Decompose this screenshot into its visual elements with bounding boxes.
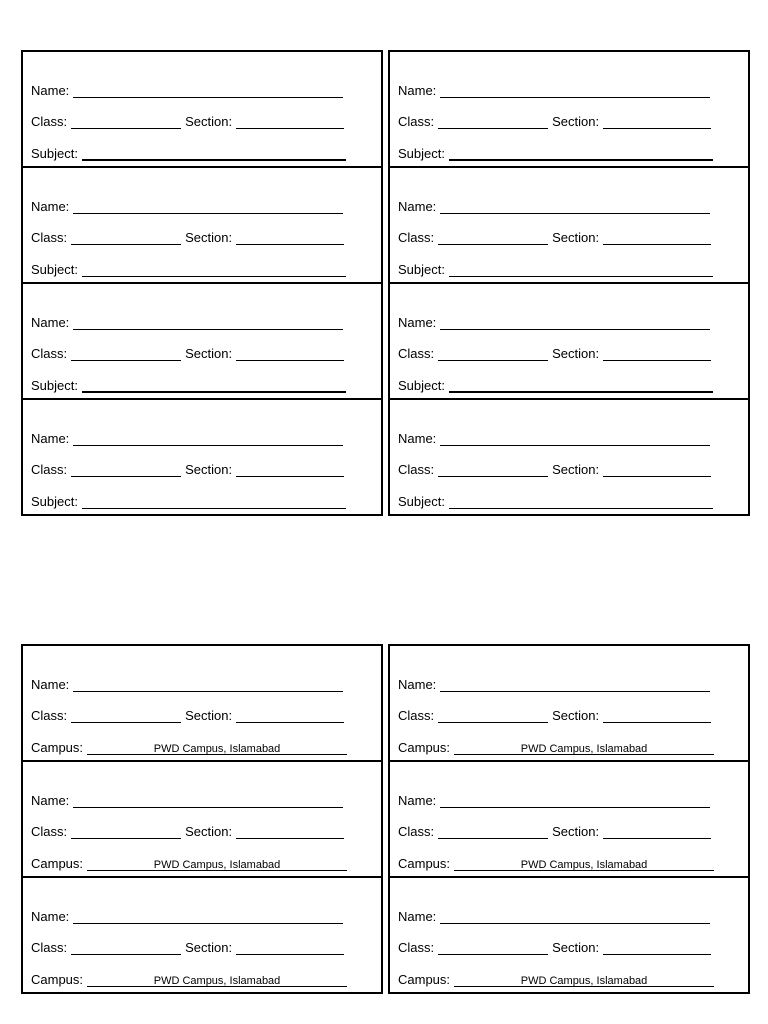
- name-row: [31, 666, 381, 698]
- section-field-line[interactable]: [236, 822, 344, 839]
- subject-label: Subject:: [31, 493, 78, 509]
- name-field-line[interactable]: [73, 675, 343, 692]
- class-section-row: [31, 452, 381, 484]
- class-label: Class:: [31, 230, 68, 245]
- label-sheet-subject: [21, 50, 750, 516]
- campus-field-line[interactable]: [87, 738, 347, 755]
- subject-row: [31, 483, 381, 515]
- class-field-line[interactable]: [438, 822, 548, 839]
- section-label: Section:: [185, 708, 233, 723]
- class-section-row: [398, 104, 748, 136]
- name-label: Name:: [31, 430, 70, 446]
- campus-field-line[interactable]: [87, 854, 347, 871]
- campus-row: [398, 961, 748, 993]
- section-label: Section:: [185, 462, 233, 477]
- class-section-row: [31, 336, 381, 368]
- name-field-line[interactable]: [73, 81, 343, 98]
- name-field-line[interactable]: [440, 675, 710, 692]
- class-field-line[interactable]: [438, 460, 548, 477]
- name-row: [398, 188, 748, 220]
- class-section-row: [31, 104, 381, 136]
- class-field-line[interactable]: [438, 706, 548, 723]
- label-card: [21, 644, 383, 762]
- section-field-line[interactable]: [236, 112, 344, 129]
- section-label: Section:: [185, 230, 233, 245]
- section-field-line[interactable]: [236, 344, 344, 361]
- campus-value: PWD Campus, Islamabad: [520, 742, 648, 755]
- class-label: Class:: [398, 708, 435, 723]
- subject-row: [31, 251, 381, 283]
- class-label: Class:: [398, 346, 435, 361]
- name-field-line[interactable]: [440, 313, 710, 330]
- class-label: Class:: [31, 940, 68, 955]
- campus-field-line[interactable]: [87, 970, 347, 987]
- section-label: Section:: [185, 940, 233, 955]
- name-field-line[interactable]: [440, 197, 710, 214]
- subject-field-line[interactable]: [449, 260, 713, 277]
- campus-value: PWD Campus, Islamabad: [520, 974, 648, 987]
- name-label: Name:: [398, 792, 437, 808]
- campus-label: Campus:: [31, 855, 84, 871]
- subject-row: [31, 367, 381, 399]
- class-section-row: [398, 814, 748, 846]
- name-label: Name:: [398, 908, 437, 924]
- name-row: [398, 72, 748, 104]
- name-row: [31, 898, 381, 930]
- name-field-line[interactable]: [73, 429, 343, 446]
- name-label: Name:: [398, 430, 437, 446]
- class-field-line[interactable]: [71, 112, 181, 129]
- subject-label: Subject:: [398, 261, 445, 277]
- label-card: [388, 398, 750, 516]
- name-row: [31, 304, 381, 336]
- name-row: [398, 304, 748, 336]
- label-card: [388, 282, 750, 400]
- subject-label: Subject:: [31, 377, 78, 393]
- class-field-line[interactable]: [438, 228, 548, 245]
- section-label: Section:: [552, 230, 600, 245]
- campus-row: [398, 845, 748, 877]
- section-field-line[interactable]: [236, 460, 344, 477]
- name-field-line[interactable]: [440, 907, 710, 924]
- name-label: Name:: [398, 82, 437, 98]
- label-card: [388, 50, 750, 168]
- section-field-line[interactable]: [236, 228, 344, 245]
- class-field-line[interactable]: [71, 822, 181, 839]
- name-row: [31, 420, 381, 452]
- name-label: Name:: [31, 792, 70, 808]
- campus-row: [398, 729, 748, 761]
- name-row: [398, 666, 748, 698]
- class-label: Class:: [398, 114, 435, 129]
- subject-row: [398, 135, 748, 167]
- class-field-line[interactable]: [71, 938, 181, 955]
- campus-row: [31, 961, 381, 993]
- name-label: Name:: [31, 198, 70, 214]
- subject-field-line[interactable]: [82, 492, 346, 509]
- subject-field-line[interactable]: [449, 492, 713, 509]
- class-field-line[interactable]: [71, 706, 181, 723]
- label-card: [21, 282, 383, 400]
- label-card: [21, 50, 383, 168]
- class-label: Class:: [31, 346, 68, 361]
- campus-label: Campus:: [31, 739, 84, 755]
- subject-label: Subject:: [31, 145, 78, 161]
- name-label: Name:: [31, 314, 70, 330]
- section-field-line[interactable]: [603, 938, 711, 955]
- campus-label: Campus:: [31, 971, 84, 987]
- section-field-line[interactable]: [603, 460, 711, 477]
- class-field-line[interactable]: [71, 460, 181, 477]
- class-section-row: [398, 930, 748, 962]
- class-section-row: [31, 698, 381, 730]
- section-label: Section:: [552, 708, 600, 723]
- name-label: Name:: [31, 82, 70, 98]
- name-field-line[interactable]: [440, 791, 710, 808]
- class-label: Class:: [31, 462, 68, 477]
- campus-field-line[interactable]: [454, 854, 714, 871]
- class-label: Class:: [31, 824, 68, 839]
- name-row: [31, 782, 381, 814]
- campus-field-line[interactable]: [454, 970, 714, 987]
- label-card: [388, 876, 750, 994]
- name-field-line[interactable]: [73, 313, 343, 330]
- class-label: Class:: [398, 462, 435, 477]
- class-label: Class:: [398, 824, 435, 839]
- class-section-row: [31, 220, 381, 252]
- label-grid: [21, 644, 750, 994]
- label-card: [388, 166, 750, 284]
- class-section-row: [398, 220, 748, 252]
- subject-row: [398, 251, 748, 283]
- class-label: Class:: [31, 708, 68, 723]
- section-label: Section:: [552, 346, 600, 361]
- subject-field-line[interactable]: [82, 260, 346, 277]
- name-field-line[interactable]: [73, 791, 343, 808]
- subject-label: Subject:: [398, 145, 445, 161]
- section-field-line[interactable]: [603, 822, 711, 839]
- campus-label: Campus:: [398, 971, 451, 987]
- name-field-line[interactable]: [440, 429, 710, 446]
- campus-value: PWD Campus, Islamabad: [520, 858, 648, 871]
- label-grid: [21, 50, 750, 516]
- subject-row: [398, 367, 748, 399]
- subject-label: Subject:: [398, 377, 445, 393]
- campus-value: PWD Campus, Islamabad: [153, 974, 281, 987]
- section-label: Section:: [552, 940, 600, 955]
- subject-field-line[interactable]: [449, 375, 713, 393]
- class-label: Class:: [398, 940, 435, 955]
- name-label: Name:: [398, 676, 437, 692]
- class-field-line[interactable]: [71, 344, 181, 361]
- name-label: Name:: [31, 676, 70, 692]
- section-field-line[interactable]: [603, 344, 711, 361]
- class-section-row: [398, 336, 748, 368]
- section-field-line[interactable]: [236, 706, 344, 723]
- campus-label: Campus:: [398, 855, 451, 871]
- campus-label: Campus:: [398, 739, 451, 755]
- campus-row: [31, 729, 381, 761]
- class-field-line[interactable]: [438, 938, 548, 955]
- campus-value: PWD Campus, Islamabad: [153, 858, 281, 871]
- name-row: [398, 782, 748, 814]
- section-field-line[interactable]: [236, 938, 344, 955]
- class-section-row: [31, 814, 381, 846]
- label-card: [21, 398, 383, 516]
- label-card: [21, 760, 383, 878]
- section-label: Section:: [552, 114, 600, 129]
- class-section-row: [398, 698, 748, 730]
- class-field-line[interactable]: [71, 228, 181, 245]
- label-card: [388, 644, 750, 762]
- name-field-line[interactable]: [73, 197, 343, 214]
- name-label: Name:: [398, 198, 437, 214]
- subject-label: Subject:: [31, 261, 78, 277]
- class-label: Class:: [31, 114, 68, 129]
- name-field-line[interactable]: [73, 907, 343, 924]
- name-row: [31, 72, 381, 104]
- name-row: [398, 898, 748, 930]
- section-label: Section:: [185, 824, 233, 839]
- subject-row: [31, 135, 381, 167]
- subject-field-line[interactable]: [449, 143, 713, 161]
- name-row: [31, 188, 381, 220]
- class-field-line[interactable]: [438, 112, 548, 129]
- section-label: Section:: [185, 346, 233, 361]
- label-card: [21, 876, 383, 994]
- class-label: Class:: [398, 230, 435, 245]
- label-card: [388, 760, 750, 878]
- name-row: [398, 420, 748, 452]
- section-label: Section:: [552, 462, 600, 477]
- subject-row: [398, 483, 748, 515]
- section-field-line[interactable]: [603, 706, 711, 723]
- subject-label: Subject:: [398, 493, 445, 509]
- campus-field-line[interactable]: [454, 738, 714, 755]
- label-sheet-campus: [21, 644, 750, 994]
- class-field-line[interactable]: [438, 344, 548, 361]
- campus-row: [31, 845, 381, 877]
- subject-field-line[interactable]: [82, 143, 346, 161]
- section-field-line[interactable]: [603, 228, 711, 245]
- name-label: Name:: [398, 314, 437, 330]
- class-section-row: [398, 452, 748, 484]
- section-label: Section:: [185, 114, 233, 129]
- name-label: Name:: [31, 908, 70, 924]
- section-label: Section:: [552, 824, 600, 839]
- section-field-line[interactable]: [603, 112, 711, 129]
- name-field-line[interactable]: [440, 81, 710, 98]
- subject-field-line[interactable]: [82, 375, 346, 393]
- label-card: [21, 166, 383, 284]
- campus-value: PWD Campus, Islamabad: [153, 742, 281, 755]
- class-section-row: [31, 930, 381, 962]
